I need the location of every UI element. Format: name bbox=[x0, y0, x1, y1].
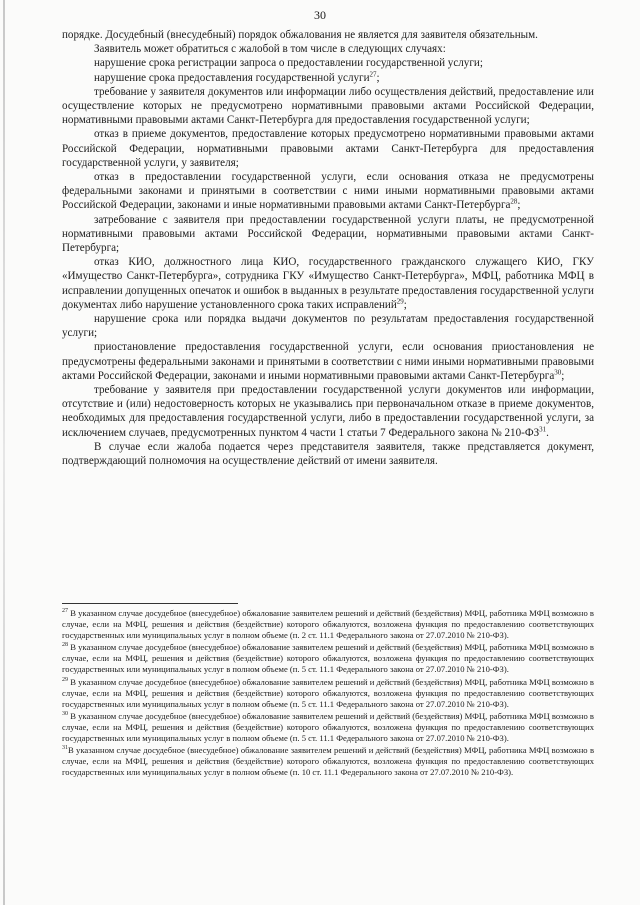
paragraph-punct: ; bbox=[403, 298, 407, 311]
scan-edge bbox=[3, 0, 5, 905]
footnotes bbox=[62, 608, 594, 779]
paragraph bbox=[62, 71, 594, 85]
footnote-number: 29 bbox=[62, 676, 68, 683]
paragraph bbox=[62, 312, 594, 340]
footnote-text: В указанном случае досудебное (внесудебное) обжалование заявителем решений и действий (бездействия) МФЦ, работника МФЦ возможно в случае, если на МФЦ, решения и действия (бездействие) которого обжалуются, возложена функция по предоставлению соответствующих государственных или муниципальных услуг в полном объеме (п. 10 ст. 11.1 Федерального закона от 27.07.2010 № 210-ФЗ). bbox=[62, 745, 594, 778]
footnote-text: В указанном случае досудебное (внесудебное) обжалование заявителем решений и действий (бездействия) МФЦ, работника МФЦ возможно в случае, если на МФЦ, решения и действия (бездействие) которого обжалуются, возложена функция по предоставлению соответствующих государственных или муниципальных услуг в полном объеме (п. 2 ст. 11.1 Федерального закона от 27.07.2010 № 210-ФЗ). bbox=[62, 608, 594, 641]
paragraph-text: затребование с заявителя при предоставлении государственной услуги платы, не предусмотренной нормативными правовыми актами Российской Федерации, нормативными правовыми актами Санкт-Петербурга; bbox=[62, 213, 594, 255]
paragraph-text: отказ КИО, должностного лица КИО, государственного гражданского служащего КИО, ГКУ «Имущество Санкт-Петербурга», сотрудника ГКУ «Имущество Санкт-Петербурга», МФЦ, работника МФЦ в исправлении допущенных опечаток и ошибок в выданных в результате предоставления государственной услуги документах либо нарушение установленного срока таких исправлений bbox=[62, 256, 594, 311]
paragraph bbox=[62, 42, 594, 56]
paragraph bbox=[62, 85, 594, 128]
paragraph bbox=[62, 127, 594, 170]
paragraph-text: нарушение срока или порядка выдачи документов по результатам предоставления государственной услуги; bbox=[62, 313, 594, 340]
paragraph-punct: ; bbox=[517, 199, 521, 212]
paragraph-text: требование у заявителя документов или информации либо осуществления действий, предоставление или осуществление которых не предусмотрено нормативными правовыми актами Российской Федерации, нормативными правовыми актами Санкт-Петербурга для предоставления государственной услуги; bbox=[62, 85, 594, 127]
paragraph-text: отказ в приеме документов, предоставление которых предусмотрено нормативными правовыми актами Российской Федерации, нормативными правовыми актами Санкт-Петербурга для предоставления государственной услуги, у заявителя; bbox=[62, 128, 594, 169]
paragraph-text: порядке. Досудебный (внесудебный) порядок обжалования не является для заявителя обязательным. bbox=[62, 29, 538, 41]
paragraph-punct: . bbox=[546, 426, 549, 439]
paragraph-punct: ; bbox=[376, 71, 380, 84]
paragraph-text: отказ в предоставлении государственной услуги, если основания отказа не предусмотрены федеральными законами и принятыми в соответствии с ними иными нормативными правовыми актами Российской Федерации, законами и иные нормативными правовыми актами Санкт-Петербурга bbox=[62, 171, 594, 212]
footnote-ref[interactable]: 28 bbox=[510, 197, 518, 206]
paragraph-text: Заявитель может обратиться с жалобой в том числе в следующих случаях: bbox=[94, 43, 446, 56]
paragraph bbox=[62, 340, 594, 383]
paragraph bbox=[62, 255, 594, 312]
footnote-text: В указанном случае досудебное (внесудебное) обжалование заявителем решений и действий (бездействия) МФЦ, работника МФЦ возможно в случае, если на МФЦ, решения и действия (бездействие) которого обжалуются, возложена функция по предоставлению соответствующих государственных или муниципальных услуг в полном объеме (п. 5 ст. 11.1 Федерального закона от 27.07.2010 № 210-ФЗ). bbox=[62, 710, 594, 744]
footnote-text: В указанном случае досудебное (внесудебное) обжалование заявителем решений и действий (бездействия) МФЦ, работника МФЦ возможно в случае, если на МФЦ, решения и действия (бездействие) которого обжалуются, возложена функция по предоставлению соответствующих государственных или муниципальных услуг в полном объеме (п. 5 ст. 11.1 Федерального закона от 27.07.2010 № 210-ФЗ). bbox=[62, 642, 594, 675]
footnote-number: 31 bbox=[62, 745, 68, 752]
paragraph bbox=[62, 56, 594, 70]
paragraph-text: В случае если жалоба подается через представителя заявителя, также представляется документ, подтверждающий полномочия на осуществление действий от имени заявителя. bbox=[62, 440, 594, 468]
paragraph-punct: ; bbox=[561, 369, 565, 382]
paragraph-text: нарушение срока предоставления государственной услуги bbox=[94, 71, 370, 84]
paragraph bbox=[62, 383, 594, 440]
page-number: 30 bbox=[314, 8, 326, 22]
paragraph bbox=[62, 440, 594, 468]
footnote-ref[interactable]: 30 bbox=[554, 368, 562, 377]
footnote bbox=[62, 745, 594, 778]
footnote bbox=[62, 711, 594, 744]
footnote bbox=[62, 608, 594, 641]
footnote-ref[interactable]: 29 bbox=[396, 297, 404, 306]
footnote-separator bbox=[62, 603, 238, 604]
footnote-ref[interactable]: 31 bbox=[539, 425, 547, 433]
footnote-number: 28 bbox=[62, 642, 68, 649]
paragraph-text: нарушение срока регистрации запроса о предоставлении государственной услуги; bbox=[94, 57, 483, 70]
footnote-text: В указанном случае досудебное (внесудебное) обжалование заявителем решений и действий (бездействия) МФЦ, работника МФЦ возможно в случае, если на МФЦ, решения и действия (бездействие) которого обжалуются, возложена функция по предоставлению соответствующих государственных или муниципальных услуг в полном объеме (п. 5 ст. 11.1 Федерального закона от 27.07.2010 № 210-ФЗ). bbox=[62, 676, 594, 709]
footnote-number: 30 bbox=[62, 710, 68, 717]
paragraph-text: приостановление предоставления государственной услуги, если основания приостановления не предусмотрены федеральными законами и принятыми в соответствии с ними иными нормативными правовыми актами Российской Федерации, законами и иными нормативными правовыми актами Санкт-Петербурга bbox=[62, 341, 594, 382]
footnote-ref[interactable]: 27 bbox=[369, 69, 377, 78]
footnote-number: 27 bbox=[62, 608, 68, 615]
paragraph bbox=[62, 28, 594, 42]
paragraph-text: требование у заявителя при предоставлении государственной услуги документов или информации, отсутствие и (или) недостоверность которых не указывались при первоначальном отказе в приеме документов, необходимых для предоставления государственной услуги, либо в предоставлении государственной услуги, за исключением случаев, предусмотренных пунктом 4 части 1 статьи 7 Федерального закона № 210-ФЗ bbox=[62, 384, 594, 439]
footnote bbox=[62, 642, 594, 675]
paragraph bbox=[62, 170, 594, 213]
paragraph bbox=[62, 213, 594, 256]
main-text bbox=[62, 28, 594, 468]
footnote bbox=[62, 677, 594, 710]
